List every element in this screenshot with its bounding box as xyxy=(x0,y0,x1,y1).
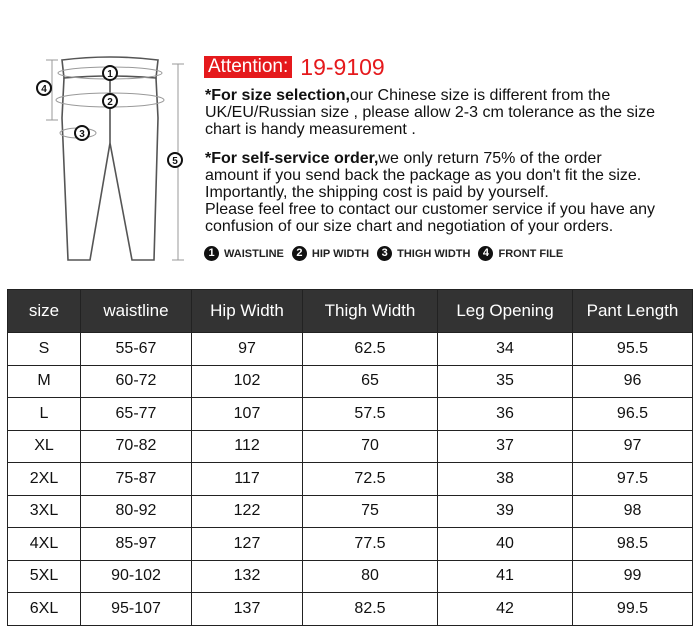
product-code: 19-9109 xyxy=(300,54,385,80)
cell-hip-width: 112 xyxy=(192,430,303,463)
table-row xyxy=(8,593,693,626)
table-row xyxy=(8,463,693,496)
cell-size: 5XL xyxy=(8,560,81,593)
marker-4 xyxy=(37,81,51,95)
table-row xyxy=(8,333,693,366)
table-row xyxy=(8,495,693,528)
service-note-line5: confusion of our size chart and negotiation of your orders. xyxy=(205,218,614,235)
cell-size: S xyxy=(8,333,81,366)
measurement-legend xyxy=(204,246,571,261)
cell-pant-length: 99.5 xyxy=(573,593,693,626)
cell-thigh-width: 77.5 xyxy=(303,528,438,561)
legend-label-thigh-width: THIGH WIDTH xyxy=(397,247,471,260)
size-note-body: our Chinese size is different from the UK/EU/Russian size , please allow 2-3 cm tolerance as the size chart is handy measurement . xyxy=(205,87,655,138)
cell-thigh-width: 82.5 xyxy=(303,593,438,626)
cell-hip-width: 102 xyxy=(192,365,303,398)
col-header-thigh-width: Thigh Width xyxy=(303,290,438,333)
cell-leg-opening: 42 xyxy=(438,593,573,626)
table-header-row xyxy=(8,290,693,333)
cell-size: XL xyxy=(8,430,81,463)
cell-leg-opening: 38 xyxy=(438,463,573,496)
attention-badge: Attention: xyxy=(204,56,292,78)
cell-waistline: 95-107 xyxy=(81,593,192,626)
table-row xyxy=(8,560,693,593)
service-note-lead: *For self-service order, xyxy=(205,150,379,167)
cell-pant-length: 95.5 xyxy=(573,333,693,366)
cell-size: 3XL xyxy=(8,495,81,528)
cell-waistline: 70-82 xyxy=(81,430,192,463)
self-service-note xyxy=(205,150,695,235)
size-selection-note xyxy=(205,87,685,138)
col-header-waistline: waistline xyxy=(81,290,192,333)
cell-size: L xyxy=(8,398,81,431)
cell-leg-opening: 40 xyxy=(438,528,573,561)
legend-item-front-file xyxy=(478,246,563,261)
cell-waistline: 55-67 xyxy=(81,333,192,366)
cell-thigh-width: 70 xyxy=(303,430,438,463)
cell-leg-opening: 39 xyxy=(438,495,573,528)
legend-item-hip-width xyxy=(292,246,369,261)
cell-waistline: 80-92 xyxy=(81,495,192,528)
service-note-line4: Please feel free to contact our customer service if you have any xyxy=(205,201,656,218)
table-row xyxy=(8,528,693,561)
cell-hip-width: 97 xyxy=(192,333,303,366)
col-header-hip-width: Hip Width xyxy=(192,290,303,333)
cell-pant-length: 98.5 xyxy=(573,528,693,561)
legend-label-hip-width: HIP WIDTH xyxy=(311,247,370,260)
cell-thigh-width: 57.5 xyxy=(303,398,438,431)
cell-leg-opening: 34 xyxy=(438,333,573,366)
cell-pant-length: 99 xyxy=(573,560,693,593)
size-chart-table xyxy=(7,289,693,626)
cell-leg-opening: 35 xyxy=(438,365,573,398)
legend-number-4: 4 xyxy=(478,246,493,261)
cell-leg-opening: 36 xyxy=(438,398,573,431)
cell-waistline: 85-97 xyxy=(81,528,192,561)
service-note-line3: Importantly, the shipping cost is paid by yourself. xyxy=(205,184,549,201)
service-note-line1: we only return 75% of the order xyxy=(378,150,602,167)
svg-text:5: 5 xyxy=(172,156,178,167)
svg-text:4: 4 xyxy=(41,84,47,95)
cell-pant-length: 98 xyxy=(573,495,693,528)
legend-number-3: 3 xyxy=(377,246,392,261)
cell-hip-width: 137 xyxy=(192,593,303,626)
cell-thigh-width: 62.5 xyxy=(303,333,438,366)
legend-item-thigh-width xyxy=(377,246,470,261)
cell-thigh-width: 65 xyxy=(303,365,438,398)
marker-5 xyxy=(168,153,182,167)
table-row xyxy=(8,430,693,463)
svg-text:1: 1 xyxy=(107,69,113,80)
legend-number-2: 2 xyxy=(292,246,307,261)
table-row xyxy=(8,365,693,398)
col-header-leg-opening: Leg Opening xyxy=(438,290,573,333)
cell-hip-width: 122 xyxy=(192,495,303,528)
cell-pant-length: 97 xyxy=(573,430,693,463)
cell-pant-length: 96.5 xyxy=(573,398,693,431)
cell-hip-width: 107 xyxy=(192,398,303,431)
svg-text:3: 3 xyxy=(79,129,85,140)
cell-size: M xyxy=(8,365,81,398)
svg-text:2: 2 xyxy=(107,97,113,108)
col-header-size: size xyxy=(8,290,81,333)
cell-pant-length: 96 xyxy=(573,365,693,398)
cell-size: 2XL xyxy=(8,463,81,496)
cell-waistline: 65-77 xyxy=(81,398,192,431)
cell-hip-width: 127 xyxy=(192,528,303,561)
table-row xyxy=(8,398,693,431)
cell-leg-opening: 41 xyxy=(438,560,573,593)
marker-1 xyxy=(103,66,117,80)
cell-size: 4XL xyxy=(8,528,81,561)
cell-pant-length: 97.5 xyxy=(573,463,693,496)
legend-label-front-file: FRONT FILE xyxy=(498,247,564,260)
cell-size: 6XL xyxy=(8,593,81,626)
size-note-lead: *For size selection, xyxy=(205,87,350,104)
cell-thigh-width: 75 xyxy=(303,495,438,528)
col-header-pant-length: Pant Length xyxy=(573,290,693,333)
cell-hip-width: 132 xyxy=(192,560,303,593)
marker-2 xyxy=(103,94,117,108)
marker-3 xyxy=(75,126,89,140)
cell-thigh-width: 72.5 xyxy=(303,463,438,496)
cell-waistline: 60-72 xyxy=(81,365,192,398)
cell-waistline: 75-87 xyxy=(81,463,192,496)
service-note-line2: amount if you send back the package as you don't fit the size. xyxy=(205,167,642,184)
legend-number-1: 1 xyxy=(204,246,219,261)
legend-label-waistline: WAISTLINE xyxy=(224,247,284,260)
cell-leg-opening: 37 xyxy=(438,430,573,463)
cell-hip-width: 117 xyxy=(192,463,303,496)
pants-diagram xyxy=(22,48,202,278)
attention-heading xyxy=(204,56,385,78)
cell-waistline: 90-102 xyxy=(81,560,192,593)
legend-item-waistline xyxy=(204,246,284,261)
cell-thigh-width: 80 xyxy=(303,560,438,593)
